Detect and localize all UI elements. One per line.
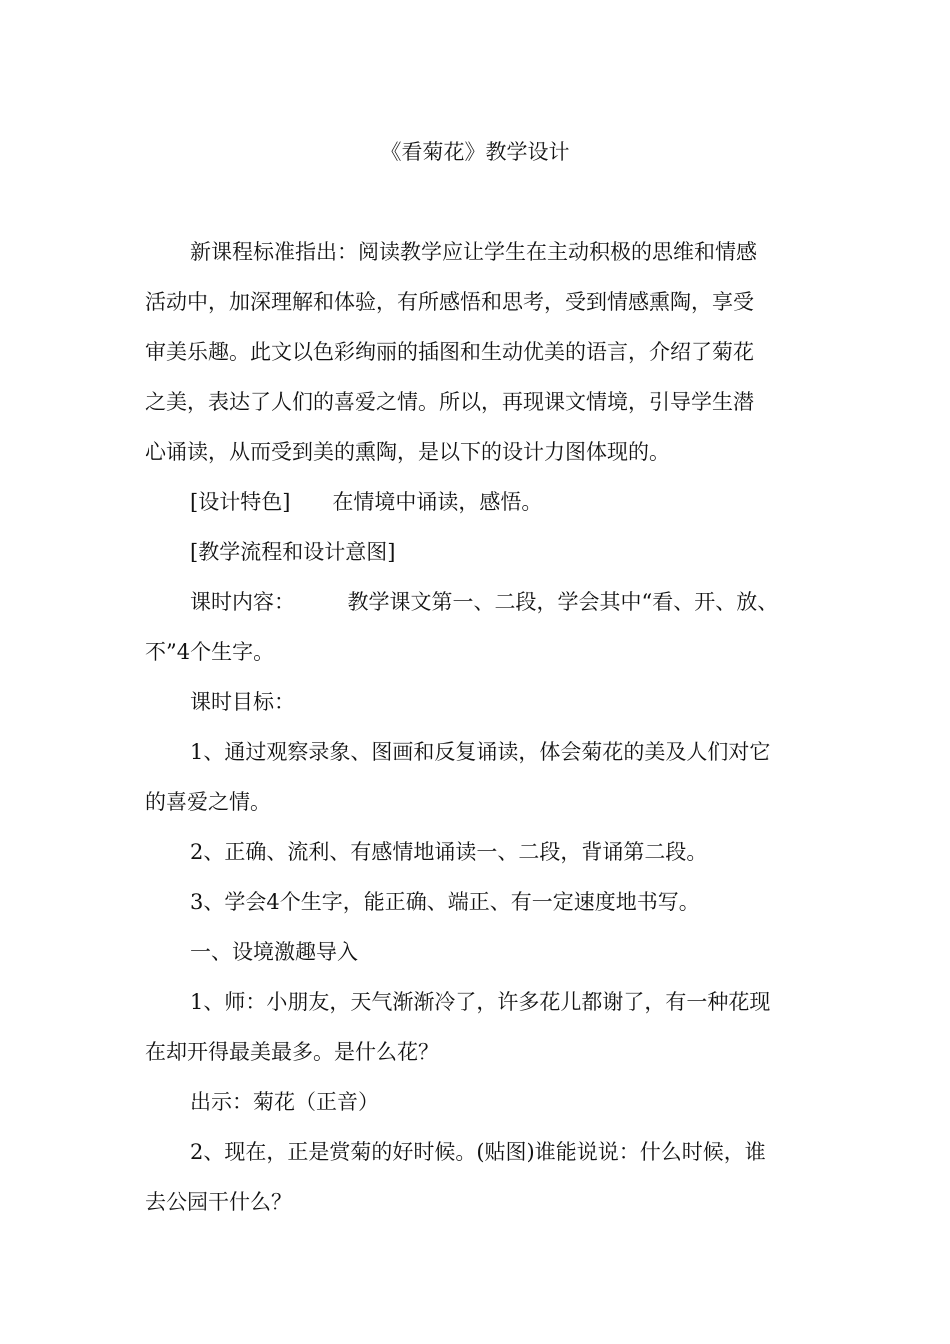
step-line: 出示：菊花（正音）: [190, 1090, 379, 1114]
paragraph-line: 审美乐趣。此文以色彩绚丽的插图和生动优美的语言，介绍了菊花: [145, 340, 754, 364]
goal-item: 的喜爱之情。: [145, 790, 271, 814]
goal-item: 1、通过观察录象、图画和反复诵读，体会菊花的美及人们对它: [190, 740, 771, 764]
section-heading: 一、设境激趣导入: [190, 940, 358, 964]
lesson-content-line: 课时内容： 教学课文第一、二段，学会其中“看、开、放、: [190, 590, 779, 614]
step-line: 在却开得最美最多。是什么花？: [145, 1040, 439, 1064]
step-line: 2、现在，正是赏菊的好时候。(贴图)谁能说说：什么时候，谁: [190, 1140, 766, 1164]
design-feature-line: [设计特色] 在情境中诵读，感悟。: [190, 490, 543, 514]
goal-item: 3、学会4个生字，能正确、端正、有一定速度地书写。: [190, 890, 700, 914]
paragraph-line: 活动中，加深理解和体验，有所感悟和思考，受到情感熏陶，享受: [145, 290, 754, 314]
step-line: 1、师：小朋友，天气渐渐冷了，许多花儿都谢了，有一种花现: [190, 990, 771, 1014]
document-title: 《看菊花》教学设计: [380, 140, 570, 164]
lesson-content-line: 不”4个生字。: [145, 640, 275, 664]
section-heading: [教学流程和设计意图]: [190, 540, 396, 564]
step-line: 去公园干什么？: [145, 1190, 292, 1214]
section-heading: 课时目标：: [190, 690, 295, 714]
goal-item: 2、正确、流利、有感情地诵读一、二段，背诵第二段。: [190, 840, 708, 864]
paragraph-line: 之美，表达了人们的喜爱之情。所以，再现课文情境，引导学生潜: [145, 390, 754, 414]
paragraph-line: 新课程标准指出：阅读教学应让学生在主动积极的思维和情感: [190, 240, 757, 264]
paragraph-line: 心诵读，从而受到美的熏陶，是以下的设计力图体现的。: [145, 440, 670, 464]
